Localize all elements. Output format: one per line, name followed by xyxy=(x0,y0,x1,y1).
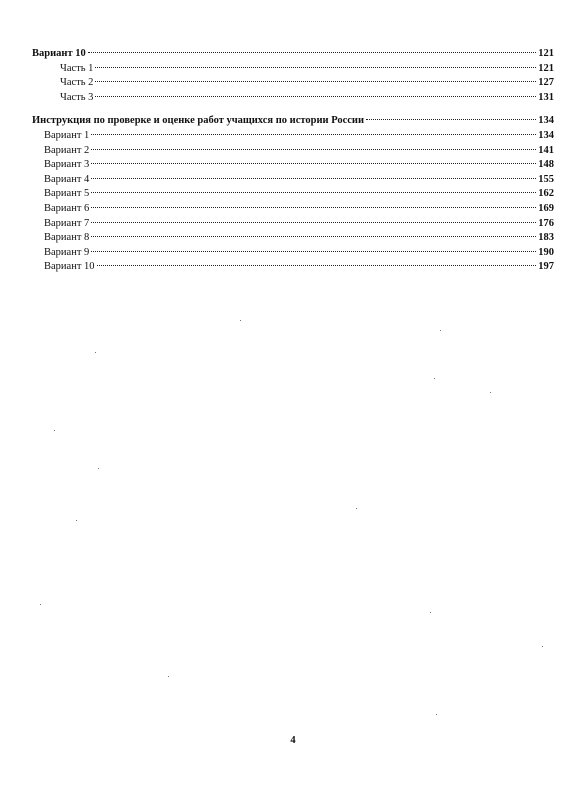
toc-entry-page: 176 xyxy=(538,217,554,229)
toc-entry-title: Вариант 10 xyxy=(32,48,86,59)
toc-entry-answers-variant-7 xyxy=(32,217,554,232)
toc-entry-part-1 xyxy=(32,62,554,77)
dot-leader xyxy=(95,81,536,82)
toc-entry-answers-variant-6 xyxy=(32,202,554,217)
toc-entry-title: Часть 2 xyxy=(60,77,94,89)
dot-leader xyxy=(91,178,536,179)
scan-speck xyxy=(40,604,41,605)
toc-entry-page: 131 xyxy=(538,91,554,103)
toc-entry-title: Вариант 7 xyxy=(44,217,90,229)
toc-entry-title: Вариант 6 xyxy=(44,202,90,214)
dot-leader xyxy=(91,207,536,208)
toc-entry-page: 134 xyxy=(538,115,554,127)
toc-entry-page: 127 xyxy=(538,77,554,89)
toc-entry-answers-variant-5 xyxy=(32,187,554,202)
dot-leader xyxy=(91,192,536,193)
toc-entry-page: 134 xyxy=(538,129,554,141)
toc-entry-part-2 xyxy=(32,76,554,91)
scan-speck xyxy=(240,320,241,321)
toc-entry-answers-variant-1 xyxy=(32,129,554,144)
scan-speck xyxy=(54,430,55,431)
toc-entry-answers-variant-8 xyxy=(32,231,554,246)
scan-speck xyxy=(98,468,99,469)
dot-leader xyxy=(91,251,536,252)
toc-entry-page: 141 xyxy=(538,144,554,156)
toc-entry-page: 121 xyxy=(538,48,554,59)
toc-entry-page: 155 xyxy=(538,173,554,185)
scan-speck xyxy=(490,392,491,393)
scan-speck xyxy=(430,612,431,613)
toc-entry-answers-variant-3 xyxy=(32,158,554,173)
dot-leader xyxy=(91,163,536,164)
dot-leader xyxy=(91,236,536,237)
scan-speck xyxy=(76,520,77,521)
scan-speck xyxy=(434,378,435,379)
toc-entry-title: Вариант 8 xyxy=(44,232,90,244)
toc-entry-answers-variant-9 xyxy=(32,246,554,261)
scan-speck xyxy=(440,330,441,331)
scan-speck xyxy=(168,676,169,677)
toc-entry-title: Инструкция по проверке и оценке работ учащихся по истории России xyxy=(32,115,365,127)
scan-speck xyxy=(95,352,96,353)
toc-entry-page: 121 xyxy=(538,62,554,74)
toc-entry-title: Вариант 1 xyxy=(44,129,90,141)
toc-entry-part-3 xyxy=(32,91,554,106)
toc-entry-page: 169 xyxy=(538,202,554,214)
dot-leader xyxy=(366,119,536,120)
toc-entry-title: Вариант 4 xyxy=(44,173,90,185)
toc-entry-title: Вариант 10 xyxy=(44,261,95,273)
toc-entry-page: 162 xyxy=(538,188,554,200)
toc-entry-title: Часть 3 xyxy=(60,91,94,103)
toc-entry-answers-variant-4 xyxy=(32,173,554,188)
toc-entry-title: Часть 1 xyxy=(60,62,94,74)
table-of-contents xyxy=(32,47,554,275)
toc-entry-title: Вариант 9 xyxy=(44,246,90,258)
dot-leader xyxy=(91,222,536,223)
scan-speck xyxy=(436,714,437,715)
dot-leader xyxy=(88,52,537,53)
dot-leader xyxy=(91,149,536,150)
toc-entry-title: Вариант 2 xyxy=(44,144,90,156)
dot-leader xyxy=(97,265,537,266)
scan-speck xyxy=(356,508,357,509)
toc-entry-title: Вариант 3 xyxy=(44,159,90,171)
toc-entry-page: 183 xyxy=(538,232,554,244)
toc-entry-instructions xyxy=(32,114,554,129)
toc-entry-page: 197 xyxy=(538,261,554,273)
dot-leader xyxy=(91,134,536,135)
toc-entry-variant-10 xyxy=(32,47,554,62)
scan-speck xyxy=(542,646,543,647)
toc-entry-answers-variant-10 xyxy=(32,260,554,275)
page-number: 4 xyxy=(290,735,296,746)
dot-leader xyxy=(95,96,536,97)
toc-entry-page: 190 xyxy=(538,246,554,258)
dot-leader xyxy=(95,67,536,68)
toc-entry-page: 148 xyxy=(538,159,554,171)
toc-entry-answers-variant-2 xyxy=(32,144,554,159)
toc-entry-title: Вариант 5 xyxy=(44,188,90,200)
